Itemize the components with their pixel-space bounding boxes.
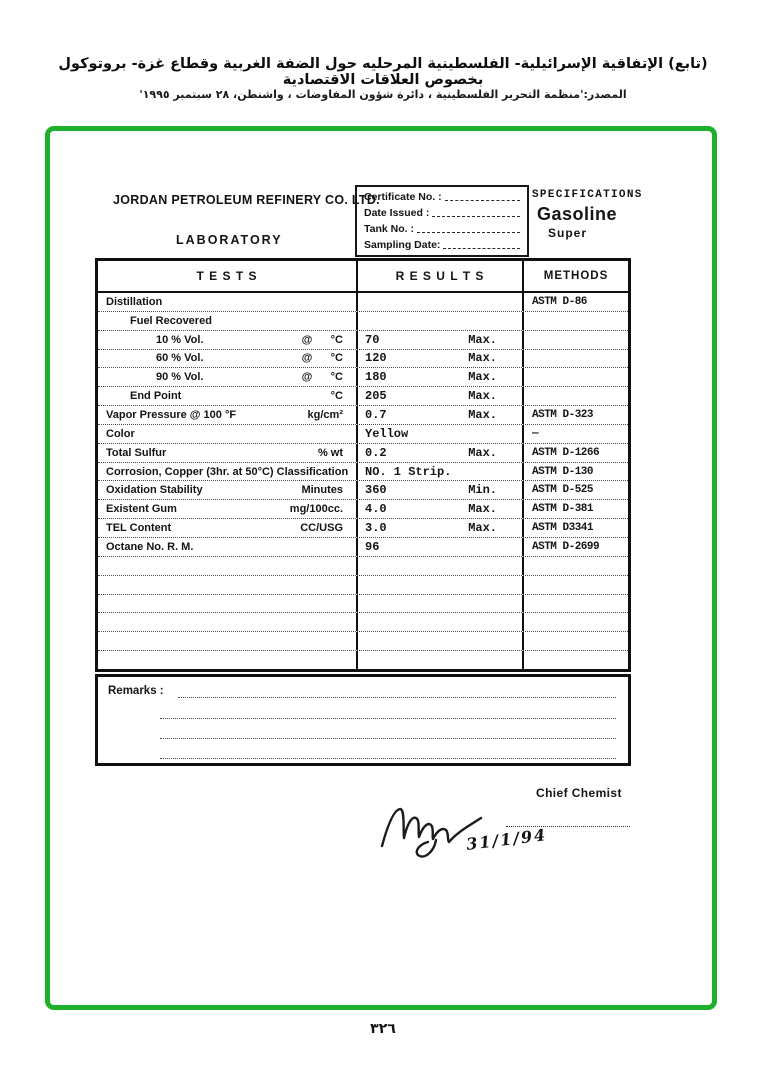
tank-no-label: Tank No. : xyxy=(364,223,414,235)
result-cell xyxy=(358,613,524,631)
remarks-blank-line xyxy=(160,738,616,739)
table-row xyxy=(98,312,628,331)
method-value: — xyxy=(532,427,539,440)
result-value: 180 xyxy=(365,370,387,385)
table-header-row xyxy=(98,261,628,293)
test-results-table xyxy=(95,258,631,672)
test-unit: Minutes xyxy=(301,484,343,497)
product-grade: Super xyxy=(548,226,588,240)
result-qualifier: Max. xyxy=(468,370,497,385)
remarks-blank-line xyxy=(178,697,616,698)
methods-column-header: METHODS xyxy=(543,270,609,282)
test-cell xyxy=(98,387,358,405)
specifications-title: SPECIFICATIONS xyxy=(532,189,643,201)
table-row xyxy=(98,387,628,406)
table-row xyxy=(98,368,628,387)
table-row xyxy=(98,519,628,538)
test-cell xyxy=(98,595,358,613)
sampling-date-row xyxy=(364,240,521,251)
test-cell xyxy=(98,463,358,481)
test-name: 60 % Vol. xyxy=(156,352,204,365)
tank-no-blank-line xyxy=(417,232,520,233)
method-cell xyxy=(524,463,628,481)
result-cell xyxy=(358,576,524,594)
table-row xyxy=(98,632,628,651)
result-cell xyxy=(358,387,524,405)
method-cell xyxy=(524,481,628,499)
method-cell xyxy=(524,557,628,575)
table-row xyxy=(98,613,628,632)
test-cell xyxy=(98,557,358,575)
test-unit: @ °C xyxy=(301,352,343,365)
method-cell xyxy=(524,350,628,368)
result-cell xyxy=(358,632,524,650)
method-cell xyxy=(524,368,628,386)
test-cell xyxy=(98,632,358,650)
chief-chemist-label: Chief Chemist xyxy=(536,786,622,800)
method-value: ASTM D-86 xyxy=(532,295,587,308)
method-cell xyxy=(524,331,628,349)
sampling-date-blank-line xyxy=(443,248,520,249)
test-unit: mg/100cc. xyxy=(289,503,343,516)
method-value: ASTM D-130 xyxy=(532,465,594,478)
result-cell xyxy=(358,538,524,556)
result-cell xyxy=(358,406,524,424)
result-value: 96 xyxy=(365,539,380,554)
certificate-info-box xyxy=(355,185,529,257)
result-value: Yellow xyxy=(365,426,409,441)
method-cell xyxy=(524,425,628,443)
test-cell xyxy=(98,613,358,631)
table-row xyxy=(98,481,628,500)
handwritten-signature xyxy=(374,796,494,866)
method-cell xyxy=(524,312,628,330)
test-name: Total Sulfur xyxy=(106,446,167,459)
test-cell xyxy=(98,481,358,499)
company-name: JORDAN PETROLEUM REFINERY CO. LTD. xyxy=(113,193,380,207)
result-value: 3.0 xyxy=(365,521,387,536)
results-column-header: R E S U L T S xyxy=(358,261,524,291)
certificate-no-label: Certificate No. : xyxy=(364,191,442,203)
result-value: 0.7 xyxy=(365,407,387,422)
result-cell xyxy=(358,293,524,311)
method-cell xyxy=(524,444,628,462)
method-value: ASTM D3341 xyxy=(532,522,594,535)
result-value: 205 xyxy=(365,389,387,404)
method-cell xyxy=(524,519,628,537)
method-cell xyxy=(524,406,628,424)
result-qualifier: Max. xyxy=(468,332,497,347)
tank-no-row xyxy=(364,224,521,235)
test-cell xyxy=(98,444,358,462)
result-value: NO. 1 Strip. xyxy=(365,464,452,479)
test-name: End Point xyxy=(130,390,182,403)
method-value: ASTM D-323 xyxy=(532,408,594,421)
result-cell xyxy=(358,331,524,349)
table-row xyxy=(98,425,628,444)
result-value: 4.0 xyxy=(365,502,387,517)
test-name: Fuel Recovered xyxy=(130,314,212,327)
signature-date: 31/1/94 xyxy=(465,825,549,854)
result-cell xyxy=(358,595,524,613)
test-cell xyxy=(98,425,358,443)
result-cell xyxy=(358,500,524,518)
result-cell xyxy=(358,425,524,443)
certificate-no-row xyxy=(364,192,521,203)
result-cell xyxy=(358,519,524,537)
table-row xyxy=(98,331,628,350)
result-qualifier: Max. xyxy=(468,351,497,366)
method-value: ASTM D-381 xyxy=(532,503,594,516)
test-name: Octane No. R. M. xyxy=(106,540,194,553)
result-qualifier: Max. xyxy=(468,389,497,404)
result-cell xyxy=(358,481,524,499)
sampling-date-label: Sampling Date: xyxy=(364,239,441,251)
method-cell xyxy=(524,500,628,518)
result-value: 120 xyxy=(365,351,387,366)
test-unit: % wt xyxy=(317,446,343,459)
method-cell xyxy=(524,613,628,631)
test-name: Existent Gum xyxy=(106,503,177,516)
product-name: Gasoline xyxy=(537,204,618,224)
table-row xyxy=(98,463,628,482)
test-cell xyxy=(98,538,358,556)
test-name: Vapor Pressure @ 100 °F xyxy=(106,408,237,421)
table-row xyxy=(98,595,628,614)
table-row xyxy=(98,557,628,576)
test-cell xyxy=(98,331,358,349)
date-issued-blank-line xyxy=(432,216,520,217)
table-row xyxy=(98,293,628,312)
table-row xyxy=(98,350,628,369)
test-cell xyxy=(98,312,358,330)
tests-column-header: T E S T S xyxy=(98,261,358,291)
test-unit: @ °C xyxy=(301,371,343,384)
method-cell xyxy=(524,595,628,613)
result-cell xyxy=(358,312,524,330)
arabic-header-title: (تابع) الإتفاقية الإسرائيلية- الفلسطينية المرحليه حول الضفة الغربية وقطاع غزة- بروتوكول بخصوص العلاقات الاقتصادية xyxy=(58,56,708,88)
result-cell xyxy=(358,368,524,386)
test-cell xyxy=(98,651,358,669)
result-value: 0.2 xyxy=(365,445,387,460)
result-qualifier: Max. xyxy=(468,521,497,536)
method-cell xyxy=(524,576,628,594)
test-cell xyxy=(98,519,358,537)
test-cell xyxy=(98,368,358,386)
remarks-blank-line xyxy=(160,758,616,759)
result-qualifier: Max. xyxy=(468,445,497,460)
table-body xyxy=(98,293,628,669)
table-row xyxy=(98,538,628,557)
method-value: ASTM D-525 xyxy=(532,484,594,497)
table-row xyxy=(98,444,628,463)
test-unit: kg/cm² xyxy=(307,408,343,421)
test-name: Corrosion, Copper (3hr. at 50°C) Classification xyxy=(106,465,349,478)
table-row xyxy=(98,500,628,519)
remarks-blank-line xyxy=(160,718,616,719)
table-row xyxy=(98,406,628,425)
result-cell xyxy=(358,444,524,462)
result-cell xyxy=(358,557,524,575)
test-name: 10 % Vol. xyxy=(156,333,204,346)
result-qualifier: Max. xyxy=(468,502,497,517)
remarks-box xyxy=(95,674,631,766)
table-row xyxy=(98,576,628,595)
result-value: 360 xyxy=(365,483,387,498)
date-issued-label: Date Issued : xyxy=(364,207,430,219)
result-qualifier: Min. xyxy=(468,483,497,498)
certificate-no-blank-line xyxy=(445,200,520,201)
test-unit: CC/USG xyxy=(300,522,343,535)
test-unit: °C xyxy=(330,390,343,403)
arabic-header-source: المصدر:'منظمة التحرير الفلسطينية ، دائرة شؤون المفاوضات ، واشنطن، ٢٨ سبتمبر ١٩٩٥' xyxy=(139,88,627,101)
result-qualifier: Max. xyxy=(468,407,497,422)
test-name: Color xyxy=(106,427,135,440)
remarks-label: Remarks : xyxy=(108,685,164,697)
test-cell xyxy=(98,406,358,424)
test-name: Oxidation Stability xyxy=(106,484,203,497)
test-cell xyxy=(98,293,358,311)
method-value: ASTM D-1266 xyxy=(532,446,600,459)
test-cell xyxy=(98,350,358,368)
test-cell xyxy=(98,576,358,594)
result-cell xyxy=(358,463,524,481)
test-name: TEL Content xyxy=(106,522,172,535)
table-row xyxy=(98,651,628,669)
result-cell xyxy=(358,651,524,669)
method-cell xyxy=(524,651,628,669)
date-issued-row xyxy=(364,208,521,219)
method-value: ASTM D-2699 xyxy=(532,540,600,553)
method-cell xyxy=(524,632,628,650)
method-cell xyxy=(524,387,628,405)
test-name: Distillation xyxy=(106,295,163,308)
method-cell xyxy=(524,538,628,556)
test-name: 90 % Vol. xyxy=(156,371,204,384)
test-cell xyxy=(98,500,358,518)
result-cell xyxy=(358,350,524,368)
result-value: 70 xyxy=(365,332,380,347)
page-number: ٣٢٦ xyxy=(370,1021,396,1037)
test-unit: @ °C xyxy=(301,333,343,346)
method-cell xyxy=(524,293,628,311)
department-label: LABORATORY xyxy=(176,233,283,247)
